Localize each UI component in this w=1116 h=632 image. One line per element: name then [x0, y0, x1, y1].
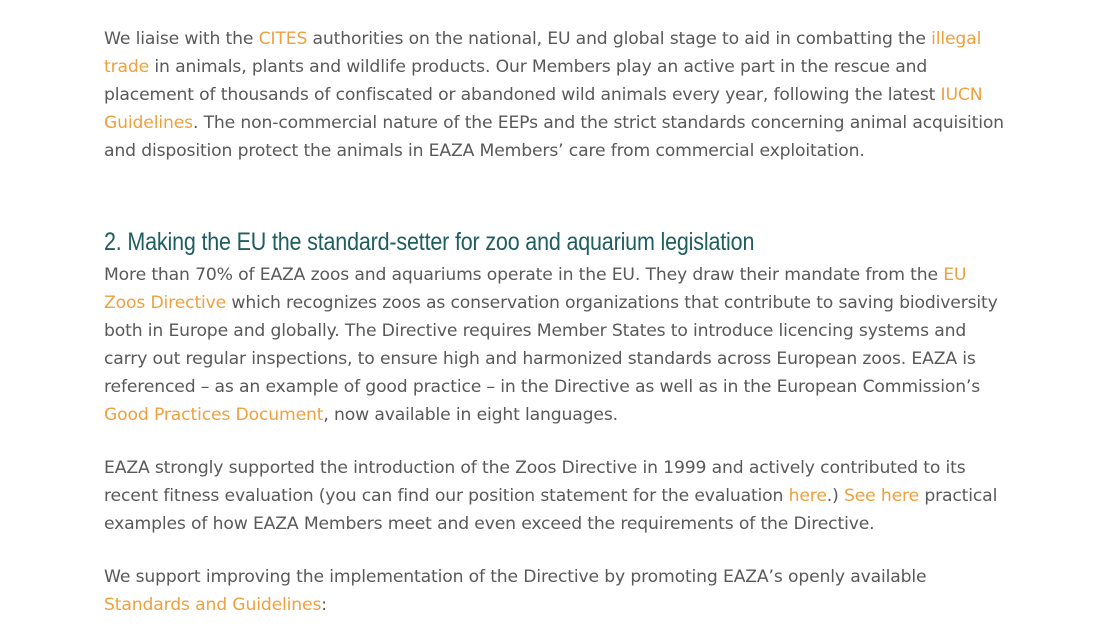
illegal-trade-link[interactable]: illegal trade — [104, 29, 982, 77]
position-statement-here-link[interactable]: here — [788, 486, 827, 506]
intro-text-3: in animals, plants and wildlife products. Our Members play an active part in the rescue and placement of thousands of confiscated or abandoned wild animals every year, following the latest — [104, 57, 941, 105]
intro-paragraph — [104, 25, 1009, 165]
implementation-text-1: We support improving the implementation of the Directive by promoting EAZA’s openly available — [104, 567, 927, 587]
eu-mandate-paragraph — [104, 261, 1009, 429]
eu-zoos-directive-link[interactable]: EU Zoos Directive — [104, 265, 967, 313]
cites-link[interactable]: CITES — [258, 29, 308, 49]
directive-support-text-3: practical examples of how EAZA Members meet and even exceed the requirements of the Directive. — [104, 486, 998, 534]
section-heading: 2. Making the EU the standard-setter for zoo and aquarium legislation — [104, 228, 755, 256]
eu-mandate-text-1: More than 70% of EAZA zoos and aquariums operate in the EU. They draw their mandate from the — [104, 265, 944, 285]
directive-support-text-1: EAZA strongly supported the introduction of the Zoos Directive in 1999 and actively contributed to its recent fitness evaluation (you can find our position statement for the evaluation — [104, 458, 966, 506]
intro-text-2: authorities on the national, EU and global stage to aid in combatting the — [307, 29, 932, 49]
article-content — [104, 25, 1009, 619]
eu-mandate-text-2: which recognizes zoos as conservation organizations that contribute to saving biodiversity both in Europe and globally. The Directive requires Member States to introduce licencing systems and carry out regular inspections, to ensure high and harmonized standards across European zoos. EAZA is referenced – as an example of good practice – in the Directive as well as in the European Commission’s — [104, 293, 998, 397]
intro-text-4: . The non-commercial nature of the EEPs and the strict standards concerning animal acquisition and disposition protect the animals in EAZA Members’ care from commercial exploitation. — [104, 113, 1004, 161]
directive-support-text-2: .) — [826, 486, 844, 506]
directive-support-paragraph — [104, 454, 1009, 538]
standards-guidelines-link[interactable]: Standards and Guidelines — [104, 595, 322, 615]
eu-mandate-text-3: , now available in eight languages. — [323, 405, 618, 425]
implementation-text-2: : — [321, 595, 327, 615]
implementation-paragraph — [104, 563, 1009, 619]
see-here-link[interactable]: See here — [843, 486, 919, 506]
good-practices-document-link[interactable]: Good Practices Document — [104, 405, 324, 425]
iucn-guidelines-link[interactable]: IUCN Guidelines — [104, 85, 983, 133]
intro-text-1: We liaise with the — [104, 29, 259, 49]
